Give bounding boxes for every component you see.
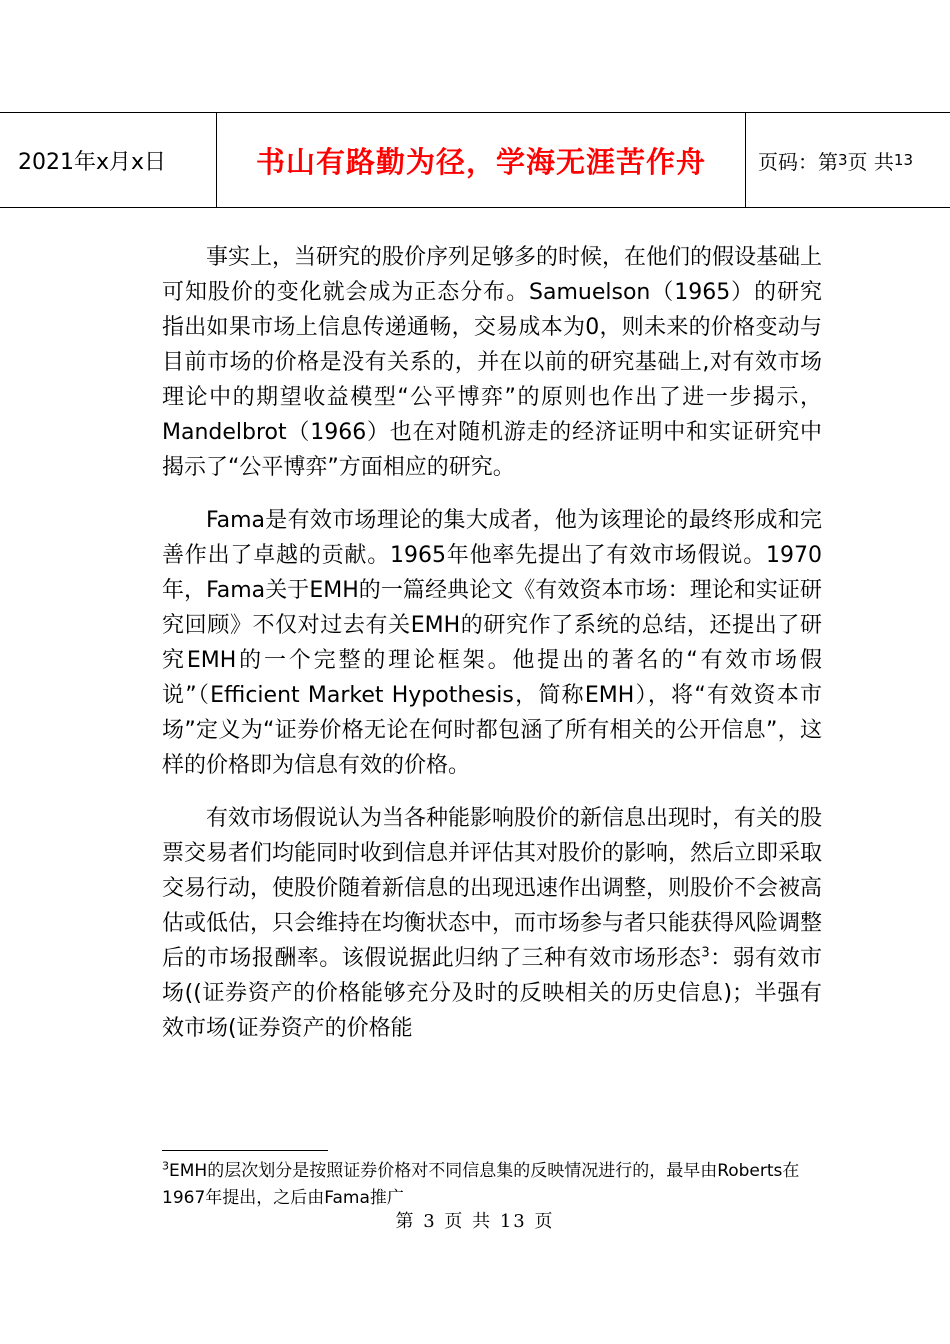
page-header (0, 112, 950, 208)
header-motto: 书山有路勤为径，学海无涯苦作舟 (217, 113, 746, 207)
paragraph-2: Fama是有效市场理论的集大成者，他为该理论的最终形成和完善作出了卓越的贡献。1965年他率先提出了有效市场假说。1970年，Fama关于EMH的一篇经典论文《有效资本市场：理论和实证研究回顾》不仅对过去有关EMH的研究作了系统的总结，还提出了研究EMH的一个完整的理论框架。他提出的著名的“有效市场假说”（Efficient Market Hypothesis，简称EMH），将“有效资本市场”定义为“证券价格无论在何时都包涵了所有相关的公开信息”，这样的价格即为信息有效的价格。 (162, 508, 822, 778)
header-page-mid: 页 共 (847, 149, 894, 174)
header-date: 2021年x月x日 (0, 113, 217, 207)
paragraph-3 (162, 801, 822, 1046)
paragraph-1: 事实上，当研究的股价序列足够多的时候，在他们的假设基础上可知股价的变化就会成为正态分布。Samuelson（1965）的研究指出如果市场上信息传递通畅，交易成本为0，则未来的价格变动与目前市场的价格是没有关系的，并在以前的研究基础上,对有效市场理论中的期望收益模型“公平博弈”的原则也作出了进一步揭示，Mandelbrot（1966）也在对随机游走的经济证明中和实证研究中揭示了“公平博弈”方面相应的研究。 (162, 245, 823, 480)
header-page-label: 页码：第 (758, 149, 838, 174)
header-page-total: 13 (893, 151, 913, 169)
page-footer: 第 3 页 共 13 页 (395, 1211, 555, 1232)
header-page-current: 3 (838, 151, 848, 169)
footnote-ref[interactable]: 3 (701, 945, 710, 961)
paragraph-3-text-cont: ：弱有效市场((证券资产的价格能够充分及时的反映相关的历史信息)；半强有效市场(证券资产的价格能 (162, 946, 822, 1041)
footnote-divider (162, 1150, 328, 1151)
paragraph-3-text: 有效市场假说认为当各种能影响股价的新信息出现时，有关的股票交易者们均能同时收到信息并评估其对股价的影响，然后立即采取交易行动，使股价随着新信息的出现迅速作出调整，则股价不会被高估或低估，只会维持在均衡状态中，而市场参与者只能获得风险调整后的市场报酬率。该假说据此归纳了三种有效市场形态 (162, 806, 823, 971)
footnote-text: EMH的层次划分是按照证券价格对不同信息集的反映情况进行的，最早由Roberts在1967年提出，之后由Fama推广 (162, 1161, 800, 1208)
footnote-marker: 3 (162, 1159, 169, 1173)
body-text (162, 240, 822, 1064)
header-page-number (746, 113, 950, 207)
footnote (162, 1158, 822, 1212)
